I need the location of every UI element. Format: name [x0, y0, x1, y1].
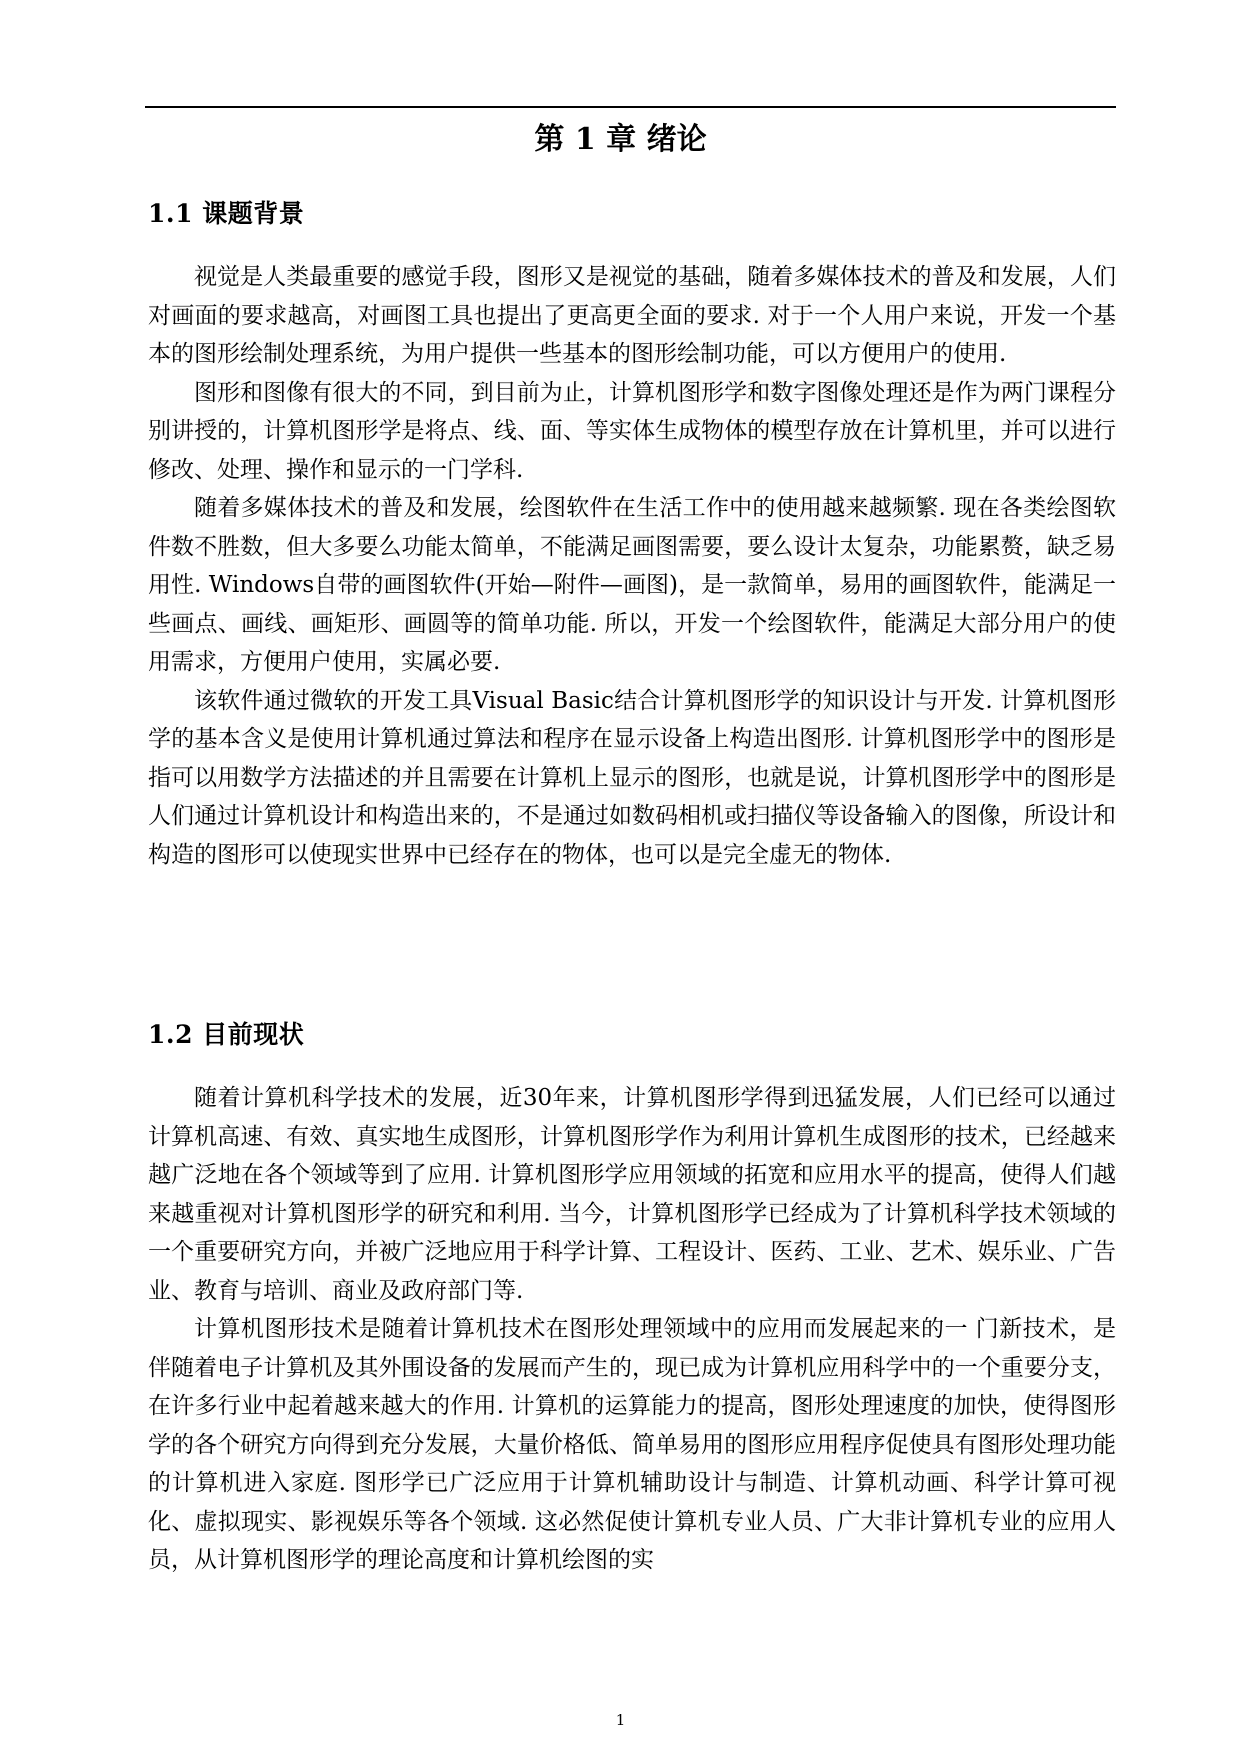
- paragraph: 视觉是人类最重要的感觉手段，图形又是视觉的基础，随着多媒体技术的普及和发展，人们对画面的要求越高，对画图工具也提出了更高更全面的要求. 对于一个人用户来说，开发一个基本的图形绘制处理系统，为用户提供一些基本的图形绘制功能，可以方便用户的使用.: [148, 264, 1116, 367]
- paragraph: 计算机图形技术是随着计算机技术在图形处理领域中的应用而发展起来的一 门新技术，是伴随着电子计算机及其外围设备的发展而产生的，现已成为计算机应用科学中的一个重要分支，在许多行业中起着越来越大的作用. 计算机的运算能力的提高，图形处理速度的加快，使得图形学的各个研究方向得到充分发展，大量价格低、简单易用的图形应用程序促使具有图形处理功能的计算机进入家庭. 图形学已广泛应用于计算机辅助设计与制造、计算机动画、科学计算可视化、虚拟现实、影视娱乐等各个领域. 这必然促使计算机专业人员、广大非计算机专业的应用人员，从计算机图形学的理论高度和计算机绘图的实: [148, 1316, 1116, 1573]
- section-background: [148, 196, 1116, 874]
- section-title: 1.2 目前现状: [148, 1020, 305, 1049]
- chapter-title: 第 1 章 绪论: [534, 122, 707, 157]
- page-number: 1: [615, 1711, 626, 1729]
- paragraph: 随着多媒体技术的普及和发展，绘图软件在生活工作中的使用越来越频繁. 现在各类绘图软件数不胜数，但大多要么功能太简单，不能满足画图需要，要么设计太复杂，功能累赘，缺乏易用性. Windows自带的画图软件(开始—附件—画图)，是一款简单，易用的画图软件，能满足一些画点、画线、画矩形、画圆等的简单功能. 所以，开发一个绘图软件，能满足大部分用户的使用需求，方便用户使用，实属必要.: [148, 495, 1116, 675]
- paragraph: 随着计算机科学技术的发展，近30年来，计算机图形学得到迅猛发展，人们已经可以通过计算机高速、有效、真实地生成图形，计算机图形学作为利用计算机生成图形的技术，已经越来越广泛地在各个领域等到了应用. 计算机图形学应用领域的拓宽和应用水平的提高，使得人们越来越重视对计算机图形学的研究和利用. 当今，计算机图形学已经成为了计算机科学技术领域的一个重要研究方向，并被广泛地应用于科学计算、工程设计、医药、工业、艺术、娱乐业、广告业、教育与培训、商业及政府部门等.: [148, 1085, 1116, 1304]
- section-title: 1.1 课题背景: [148, 199, 305, 228]
- section-current-status: [148, 1017, 1116, 1580]
- header-rule: [145, 106, 1116, 108]
- paragraph: 图形和图像有很大的不同，到目前为止，计算机图形学和数字图像处理还是作为两门课程分别讲授的，计算机图形学是将点、线、面、等实体生成物体的模型存放在计算机里，并可以进行修改、处理、操作和显示的一门学科.: [148, 379, 1116, 483]
- paragraph: 该软件通过微软的开发工具Visual Basic结合计算机图形学的知识设计与开发. 计算机图形学的基本含义是使用计算机通过算法和程序在显示设备上构造出图形. 计算机图形学中的图形是指可以用数学方法描述的并且需要在计算机上显示的图形，也就是说，计算机图形学中的图形是人们通过计算机设计和构造出来的，不是通过如数码相机或扫描仪等设备输入的图像，所设计和构造的图形可以使现实世界中已经存在的物体，也可以是完全虚无的物体.: [148, 687, 1116, 868]
